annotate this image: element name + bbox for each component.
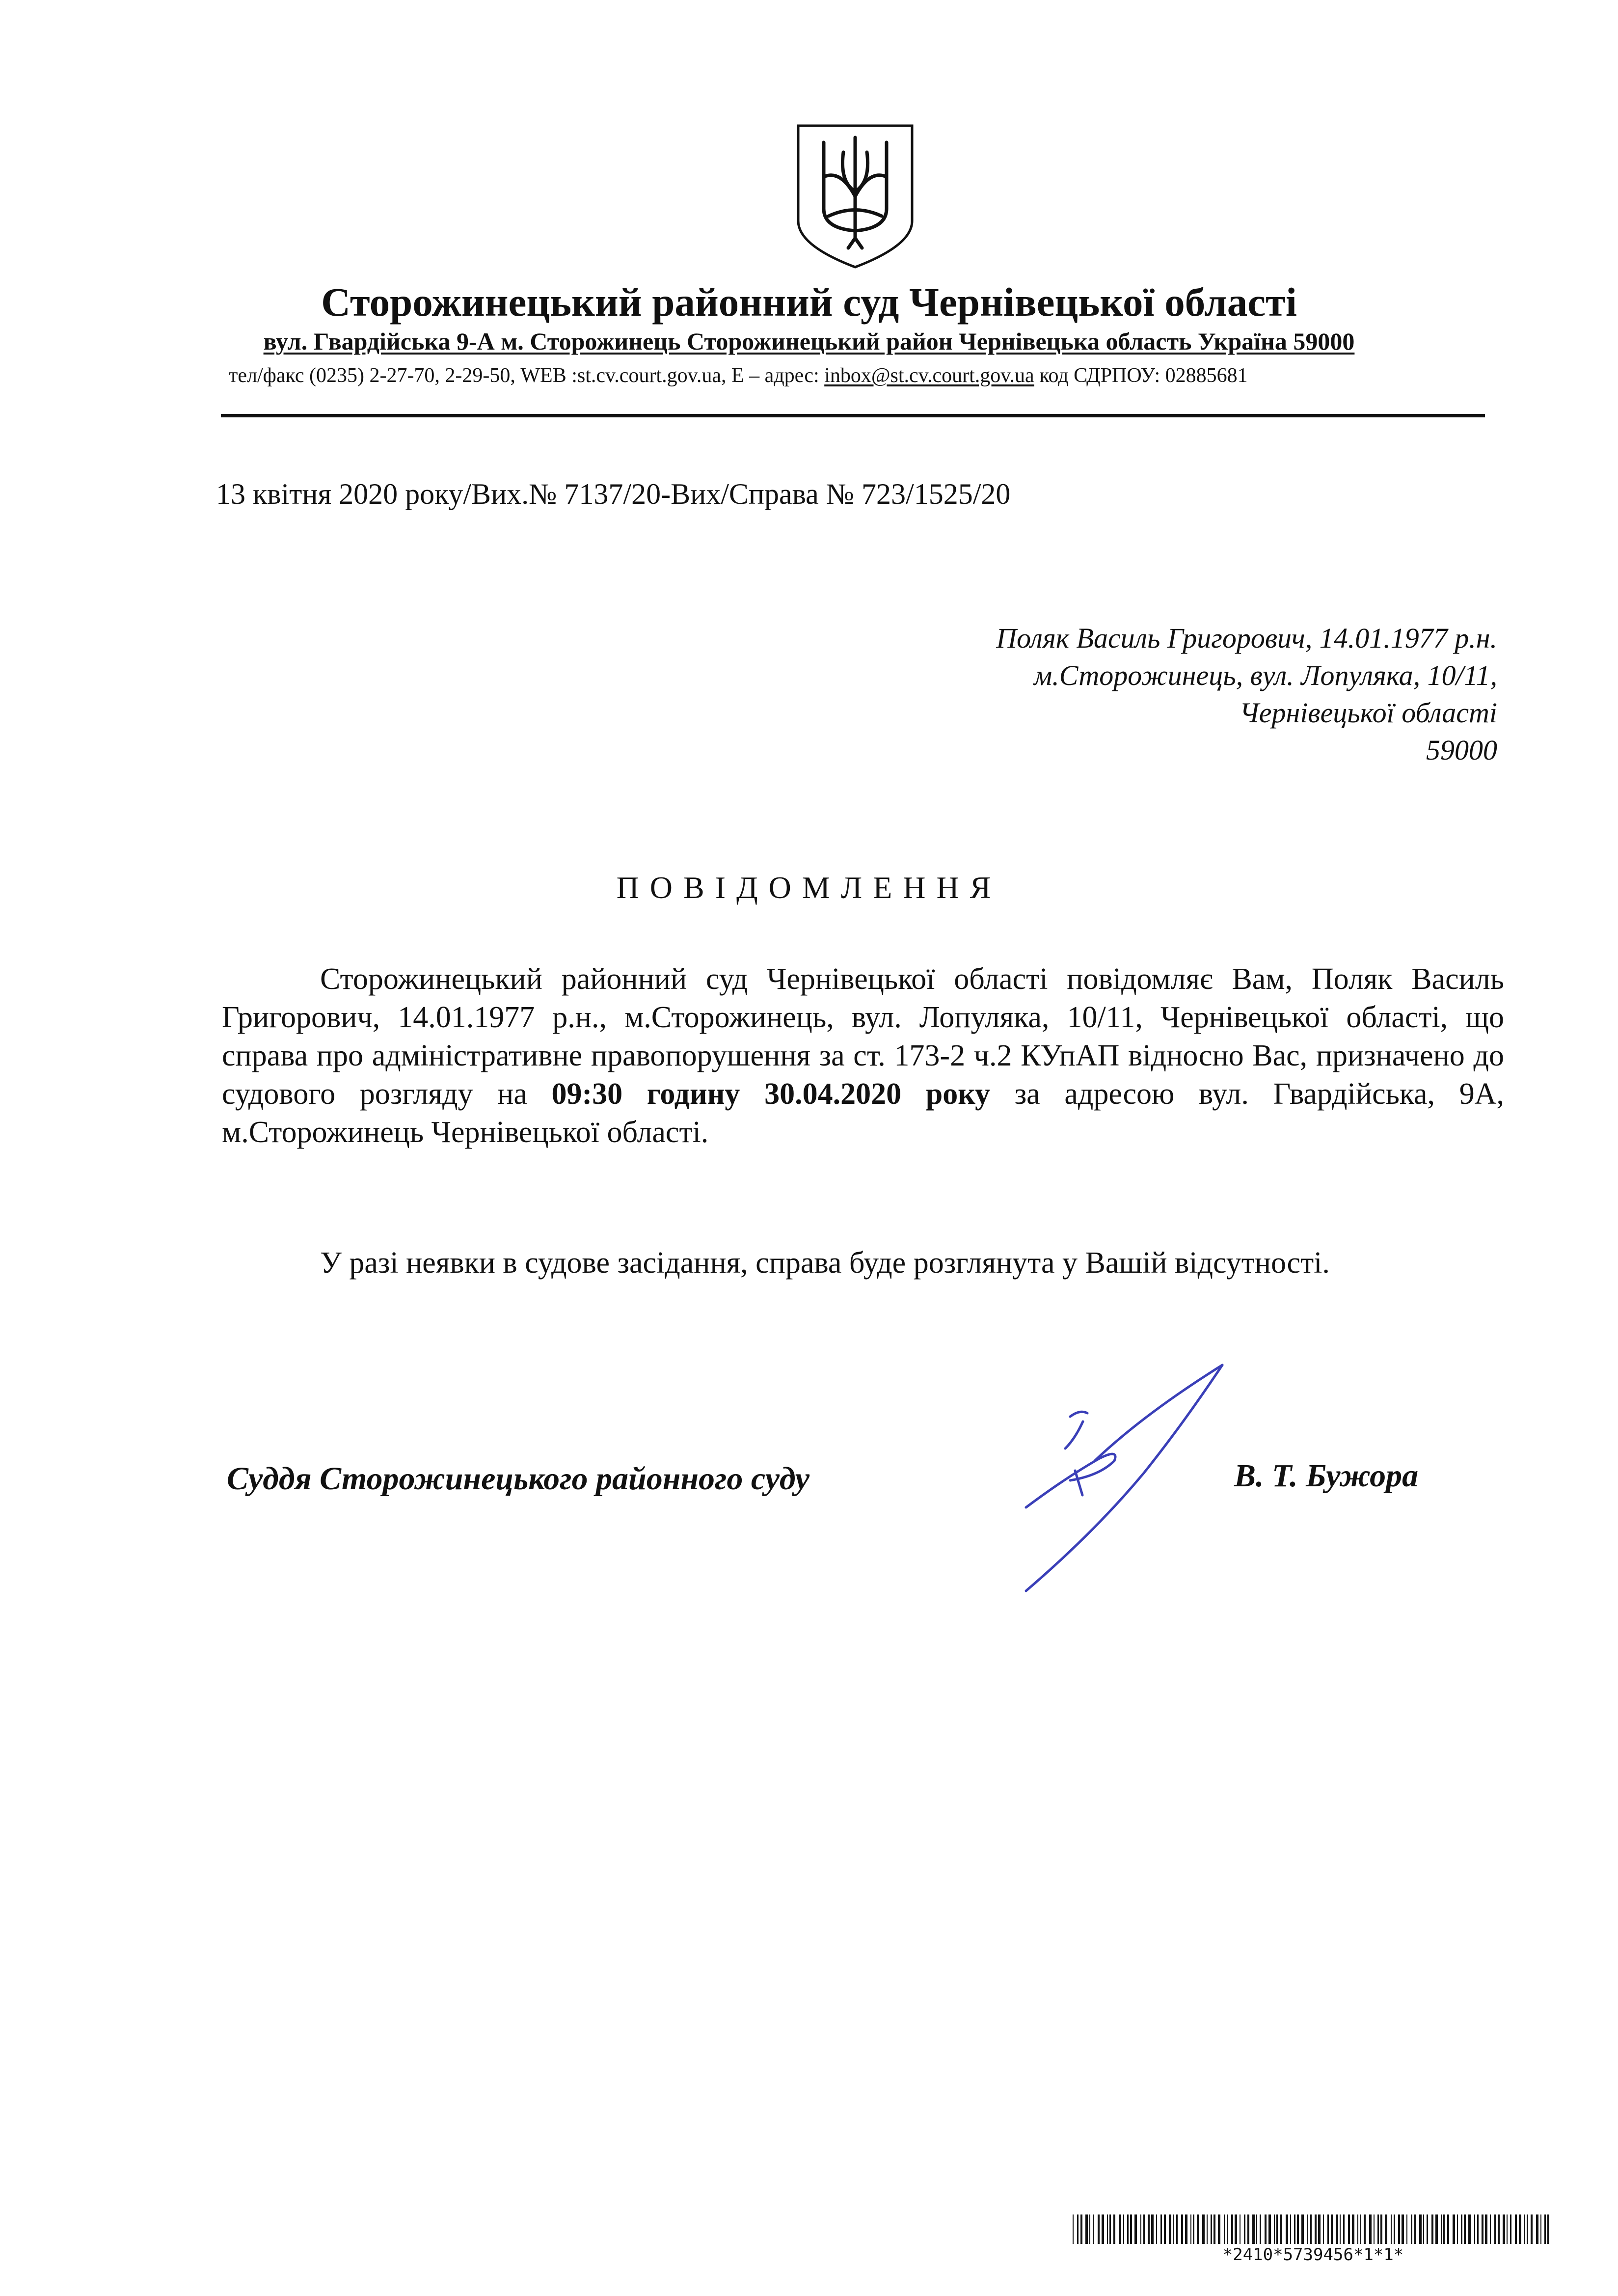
barcode-bar [1235, 2214, 1237, 2244]
barcode-bar [1214, 2214, 1215, 2244]
barcode-bar [1211, 2214, 1212, 2244]
coat-of-arms-icon [794, 123, 916, 270]
barcode-bar [1340, 2214, 1341, 2244]
barcode-bar [1268, 2214, 1271, 2244]
barcode-bar [1544, 2214, 1546, 2244]
barcode-bar [1419, 2214, 1422, 2244]
barcode-bar [1380, 2214, 1382, 2244]
email-link[interactable]: inbox@st.cv.court.gov.ua [824, 364, 1034, 387]
barcode-bar [1207, 2214, 1208, 2244]
barcode-bar [1482, 2214, 1483, 2244]
barcode-bar [1102, 2214, 1104, 2244]
barcode-bar [1247, 2214, 1249, 2244]
barcode-bar [1231, 2214, 1233, 2244]
barcode-bar [1160, 2214, 1162, 2244]
barcode-bar [1173, 2214, 1174, 2244]
barcode-bar [1093, 2214, 1094, 2244]
barcode-bar [1519, 2214, 1521, 2244]
barcode-bar [1531, 2214, 1533, 2244]
barcode-bar [1498, 2214, 1500, 2244]
barcode-bar [1224, 2214, 1225, 2244]
barcode-bar [1169, 2214, 1171, 2244]
barcode-bar [1119, 2214, 1121, 2244]
barcode-bar [1294, 2214, 1295, 2244]
reference-line: 13 квітня 2020 року/Вих.№ 7137/20-Вих/Справа № 723/1525/20 [216, 478, 1011, 510]
barcode-bar [1536, 2214, 1538, 2244]
barcode-bar [1348, 2214, 1350, 2244]
barcode-bar [1127, 2214, 1129, 2244]
barcode-bar [1098, 2214, 1100, 2244]
barcode-bar [1490, 2214, 1491, 2244]
code-suffix: код СДРПОУ: 02885681 [1034, 364, 1248, 387]
body-paragraph-2: У разі неявки в судове засідання, справа буде розглянута у Вашій відсутності. [320, 1246, 1330, 1280]
barcode-bar [1197, 2214, 1199, 2244]
barcode-bar [1274, 2214, 1275, 2244]
barcode-bar [1510, 2214, 1511, 2244]
barcode-bar [1218, 2214, 1220, 2244]
barcode-bar [1427, 2214, 1428, 2244]
barcode-bar [1343, 2214, 1345, 2244]
barcode [1073, 2214, 1554, 2244]
barcode-bar [1503, 2214, 1505, 2244]
court-address-text: вул. Гвардійська 9-А м. Сторожинець Сторожинецький район Чернівецька область Україна 59000 [263, 328, 1355, 355]
barcode-bar [1089, 2214, 1090, 2244]
barcode-bar [1073, 2214, 1074, 2244]
barcode-bar [1474, 2214, 1475, 2244]
header-divider [221, 414, 1485, 417]
barcode-bar [1443, 2214, 1445, 2244]
barcode-number: *2410*5739456*1*1* [1222, 2245, 1404, 2265]
barcode-bar [1331, 2214, 1333, 2244]
barcode-bar [1307, 2214, 1308, 2244]
court-address [0, 327, 1618, 356]
barcode-bar [1441, 2214, 1442, 2244]
recipient-line-4: 59000 [1426, 734, 1497, 766]
barcode-bar [1265, 2214, 1267, 2244]
barcode-bar [1327, 2214, 1329, 2244]
barcode-bar [1134, 2214, 1137, 2244]
barcode-bar [1435, 2214, 1438, 2244]
court-contacts [229, 362, 1248, 389]
barcode-bar [1527, 2214, 1528, 2244]
barcode-bar [1457, 2214, 1458, 2244]
hearing-datetime: 09:30 годину 30.04.2020 року [551, 1077, 991, 1111]
barcode-bar [1252, 2214, 1255, 2244]
barcode-bar [1391, 2214, 1392, 2244]
barcode-bar [1143, 2214, 1145, 2244]
barcode-bar [1431, 2214, 1433, 2244]
barcode-bar [1185, 2214, 1187, 2244]
barcode-bar [1301, 2214, 1304, 2244]
barcode-bar [1123, 2214, 1124, 2244]
barcode-bar [1156, 2214, 1157, 2244]
barcode-bar [1411, 2214, 1412, 2244]
barcode-bar [1077, 2214, 1079, 2244]
barcode-bar [1151, 2214, 1154, 2244]
contacts-prefix: тел/факс (0235) 2-27-70, 2-29-50, WEB :st.cv.court.gov.ua, E – адрес: [229, 364, 825, 387]
body-paragraph-1 [222, 960, 1504, 1151]
paragraph-1-text-b: за адресою вул. Гвардійська, 9А, м.Сторожинець Чернівецької області. [222, 1077, 1504, 1149]
recipient-line-2: м.Сторожинець, вул. Лопуляка, 10/11, [1034, 659, 1497, 691]
barcode-bar [1297, 2214, 1299, 2244]
barcode-bar [1256, 2214, 1257, 2244]
barcode-bar [1290, 2214, 1291, 2244]
barcode-bar [1394, 2214, 1395, 2244]
barcode-bar [1357, 2214, 1358, 2244]
barcode-bar [1377, 2214, 1379, 2244]
paragraph-1-text-a: Сторожинецький районний суд Чернівецької області повідомляє Вам, Поляк Василь Григорович, 14.01.1977 р.н., м.Сторожинець, вул. Лопуляка, 10/11, Чернівецької області, що справа про адміністративне правопорушення за ст. 173-2 ч.2 КУпАП відносно Вас, призначено до судового розгляду на [222, 962, 1504, 1111]
barcode-bar [1315, 2214, 1317, 2244]
barcode-bar [1515, 2214, 1517, 2244]
barcode-bar [1148, 2214, 1150, 2244]
barcode-bar [1336, 2214, 1338, 2244]
barcode-bar [1352, 2214, 1354, 2244]
signer-title: Суддя Сторожинецького районного суду [227, 1461, 810, 1497]
recipient-line-3: Чернівецької області [1239, 697, 1497, 729]
barcode-bar [1524, 2214, 1525, 2244]
barcode-bar [1398, 2214, 1400, 2244]
barcode-bar [1323, 2214, 1324, 2244]
court-name: Сторожинецький районний суд Чернівецької області [321, 279, 1297, 325]
barcode-bar [1547, 2214, 1549, 2244]
barcode-bar [1364, 2214, 1366, 2244]
barcode-bar [1447, 2214, 1449, 2244]
barcode-bar [1140, 2214, 1141, 2244]
recipient-line-1: Поляк Василь Григорович, 14.01.1977 р.н. [996, 622, 1497, 654]
barcode-bar [1130, 2214, 1132, 2244]
barcode-bar [1423, 2214, 1424, 2244]
barcode-bar [1113, 2214, 1115, 2244]
barcode-bar [1485, 2214, 1487, 2244]
barcode-bar [1227, 2214, 1228, 2244]
barcode-bar [1374, 2214, 1375, 2244]
barcode-bar [1540, 2214, 1541, 2244]
barcode-bar [1260, 2214, 1261, 2244]
barcode-bar [1318, 2214, 1321, 2244]
barcode-bar [1507, 2214, 1508, 2244]
barcode-bar [1193, 2214, 1194, 2244]
barcode-bar [1406, 2214, 1407, 2244]
barcode-bar [1176, 2214, 1178, 2244]
barcode-bar [1286, 2214, 1288, 2244]
barcode-bar [1107, 2214, 1108, 2244]
barcode-bar [1244, 2214, 1245, 2244]
barcode-bar [1280, 2214, 1282, 2244]
barcode-bar [1461, 2214, 1462, 2244]
handwritten-signature [997, 1355, 1252, 1601]
barcode-bar [1477, 2214, 1479, 2244]
barcode-bar [1080, 2214, 1082, 2244]
recipient-block [835, 620, 1497, 769]
barcode-bar [1360, 2214, 1361, 2244]
barcode-bar [1310, 2214, 1312, 2244]
barcode-bar [1464, 2214, 1466, 2244]
signer-name: В. Т. Бужора [1234, 1458, 1419, 1494]
barcode-bar [1109, 2214, 1111, 2244]
barcode-bar [1414, 2214, 1416, 2244]
barcode-bar [1085, 2214, 1088, 2244]
barcode-bar [1494, 2214, 1496, 2244]
barcode-bar [1453, 2214, 1455, 2244]
barcode-bar [1402, 2214, 1404, 2244]
barcode-bar [1190, 2214, 1191, 2244]
document-title: ПОВІДОМЛЕННЯ [616, 870, 1002, 905]
barcode-bar [1385, 2214, 1387, 2244]
barcode-bar [1369, 2214, 1372, 2244]
barcode-bar [1468, 2214, 1471, 2244]
barcode-bar [1202, 2214, 1205, 2244]
barcode-bar [1276, 2214, 1278, 2244]
barcode-bar [1164, 2214, 1166, 2244]
barcode-bar [1181, 2214, 1183, 2244]
